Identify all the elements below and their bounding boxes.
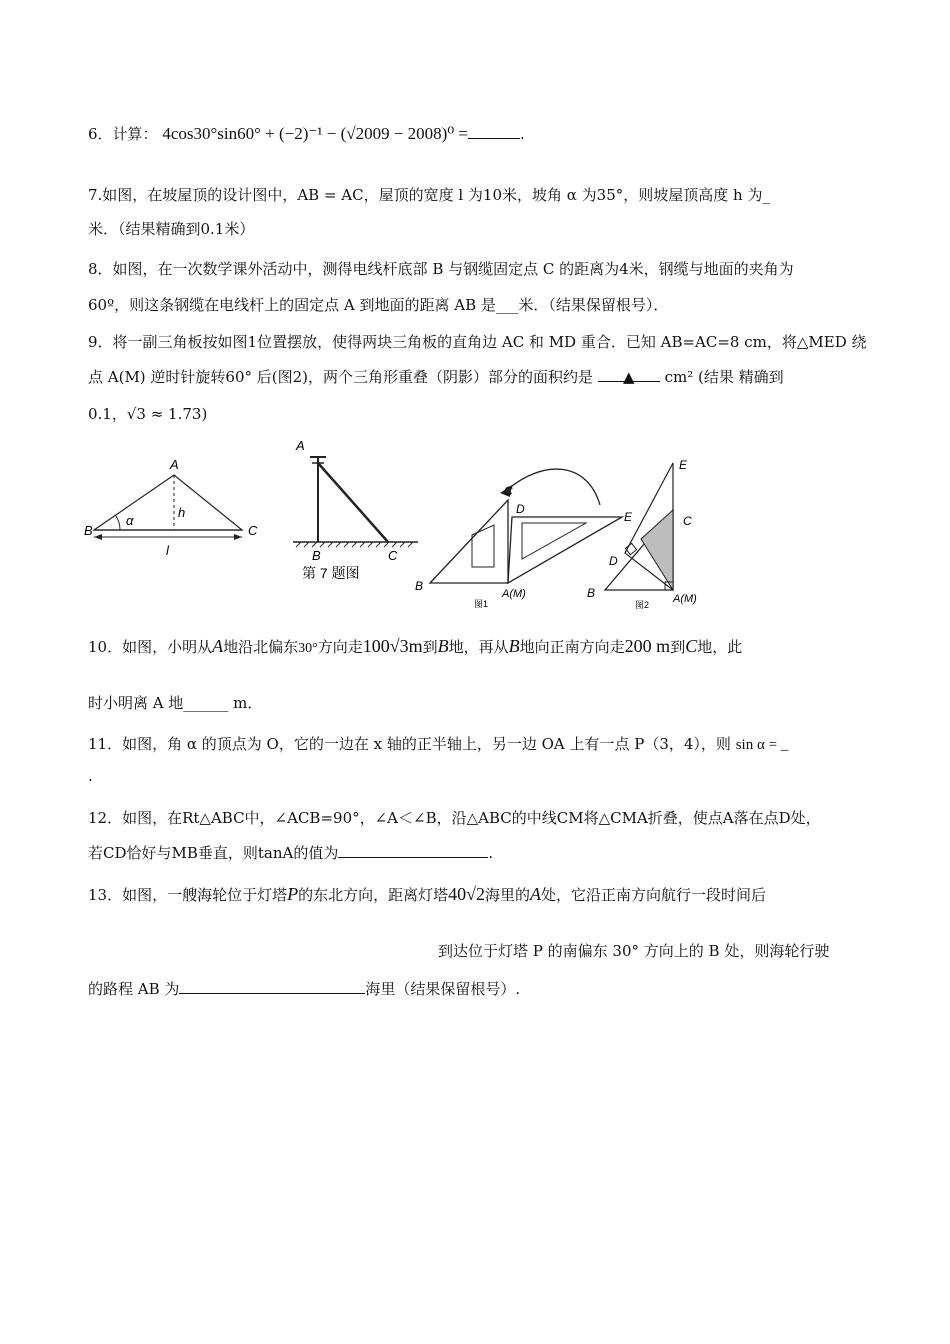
q10-point-c: C	[685, 636, 698, 656]
question-9-line-2	[88, 367, 784, 387]
q13-text-a: 13．如图，一艘海轮位于灯塔	[88, 886, 288, 904]
pole-figure	[288, 432, 423, 592]
fig2-label-a: A(M)	[673, 593, 697, 605]
q12-end: .	[488, 844, 494, 862]
question-9-line-3: 0.1，√3 ≈ 1.73)	[88, 405, 208, 423]
q10-distance-2: 200 m	[624, 636, 671, 656]
question-8-line-2: 60º，则这条钢缆在电线杆上的固定点 A 到地面的距离 AB 是___米．（结果保留根号）．	[88, 296, 669, 314]
q6-label: 6．计算：	[88, 125, 158, 143]
fig2-caption: 图2	[635, 600, 650, 610]
q13-point-a: A	[530, 884, 542, 904]
fig1-caption: 图1	[474, 599, 489, 609]
q12-answer-blank[interactable]	[338, 843, 488, 858]
fig2-label-c: C	[683, 514, 692, 528]
q13-text-c: 海里的	[485, 886, 531, 904]
roof-label-b: B	[84, 523, 93, 538]
fig1-label-e: E	[624, 510, 633, 524]
roof-label-c: C	[248, 523, 258, 538]
question-9-line-1: 9．将一副三角板按如图1位置摆放，使得两块三角板的直角边 AC 和 MD 重合．已知 AB=AC=8 cm，将△MED 绕	[88, 333, 867, 351]
question-12-line-2	[88, 843, 493, 863]
q10-text-c: 方向走	[317, 638, 363, 656]
question-10-line-2: 时小明离 A 地______ m．	[88, 694, 263, 712]
pole-label-c: C	[388, 548, 398, 563]
q9-triangle-mark: ▲	[623, 368, 635, 386]
question-7-line-1: 7.如图，在坡屋顶的设计图中，AB = AC，屋顶的宽度 l 为10米，坡角 α 为35°，则坡屋顶高度 h 为_	[88, 186, 770, 204]
question-12-line-1: 12．如图，在Rt△ABC中，∠ACB=90°，∠A＜∠B，沿△ABC的中线CM将△CMA折叠，使点A落在点D处，	[88, 809, 821, 827]
q13-text-e: 的路程 AB 为	[88, 980, 180, 998]
triangle-figure-2	[585, 455, 725, 610]
q10-text-h: 地，此	[697, 638, 743, 656]
q10-distance: 100√3m	[362, 636, 423, 656]
q10-angle: 30°	[298, 641, 318, 656]
roof-label-h: h	[178, 505, 186, 520]
question-7-line-2: 米．（结果精确到0.1米）	[88, 220, 255, 238]
q10-text-e: 地，再从	[448, 638, 509, 656]
q9-answer-blank[interactable]	[598, 367, 660, 386]
fig1-label-c: C	[504, 484, 513, 498]
roof-label-l: l	[166, 543, 169, 558]
q10-point-b-2: B	[508, 636, 520, 656]
q10-text-f: 地向正南方向走	[519, 638, 625, 656]
q13-text-d: 处，它沿正南方向航行一段时间后	[541, 886, 767, 904]
q10-text-d: 到	[422, 638, 438, 656]
fig2-label-b: B	[587, 586, 596, 600]
q10-text-g: 到	[670, 638, 686, 656]
roof-label-alpha: α	[126, 513, 134, 528]
q11-text: 11．如图，角 α 的顶点为 O，它的一边在 x 轴的正半轴上，另一边 OA 上有一点 P（3，4），则	[88, 735, 731, 753]
pole-caption: 第 7 题图	[302, 565, 360, 581]
fig1-label-a: A(M)	[502, 588, 526, 600]
q13-answer-blank[interactable]	[179, 979, 365, 994]
q9-text-a: 点 A(M) 逆时针旋转60° 后(图2)，两个三角形重叠（阴影）部分的面积约是	[88, 368, 594, 386]
fig2-label-e: E	[679, 458, 688, 472]
roof-figure	[82, 455, 272, 565]
question-11-line-2: .	[88, 767, 93, 785]
q6-expression: 4cos30°sin60° + (−2)⁻¹ − (√2009 − 2008)⁰ =	[162, 124, 468, 143]
question-8-line-1: 8．如图，在一次数学课外活动中，测得电线杆底部 B 与钢缆固定点 C 的距离为4米，钢缆与地面的夹角为	[88, 260, 794, 278]
q10-point-b: B	[437, 636, 449, 656]
fig1-label-d: D	[516, 502, 525, 516]
question-10-line-1	[88, 636, 742, 659]
pole-label-b: B	[312, 548, 321, 563]
q13-text-f: 海里（结果保留根号）.	[365, 980, 521, 998]
question-13-line-2: 到达位于灯塔 P 的南偏东 30° 方向上的 B 处，则海轮行驶	[438, 942, 830, 960]
q13-distance: 40√2	[448, 884, 485, 904]
fig2-label-d: D	[609, 554, 618, 568]
q10-text-b: 地沿北偏东	[223, 638, 299, 656]
question-13-line-1	[88, 884, 766, 905]
question-13-line-3	[88, 979, 520, 999]
q6-end: .	[519, 125, 525, 143]
question-6	[88, 124, 525, 144]
q13-point-p: P	[287, 884, 299, 904]
q6-answer-blank[interactable]	[468, 124, 520, 139]
q10-point-a: A	[212, 636, 224, 656]
q12-text: 若CD恰好与MB垂直，则tanA的值为	[88, 844, 339, 862]
roof-label-a: A	[170, 457, 179, 472]
pole-label-a: A	[296, 438, 305, 453]
q11-expression: sin α = _	[735, 737, 789, 753]
q13-text-b: 的东北方向，距离灯塔	[298, 886, 449, 904]
q10-text-a: 10．如图，小明从	[88, 638, 213, 656]
question-11-line-1	[88, 734, 788, 755]
q9-text-b: cm² (结果 精确到	[664, 368, 784, 386]
fig1-label-b: B	[415, 579, 424, 593]
